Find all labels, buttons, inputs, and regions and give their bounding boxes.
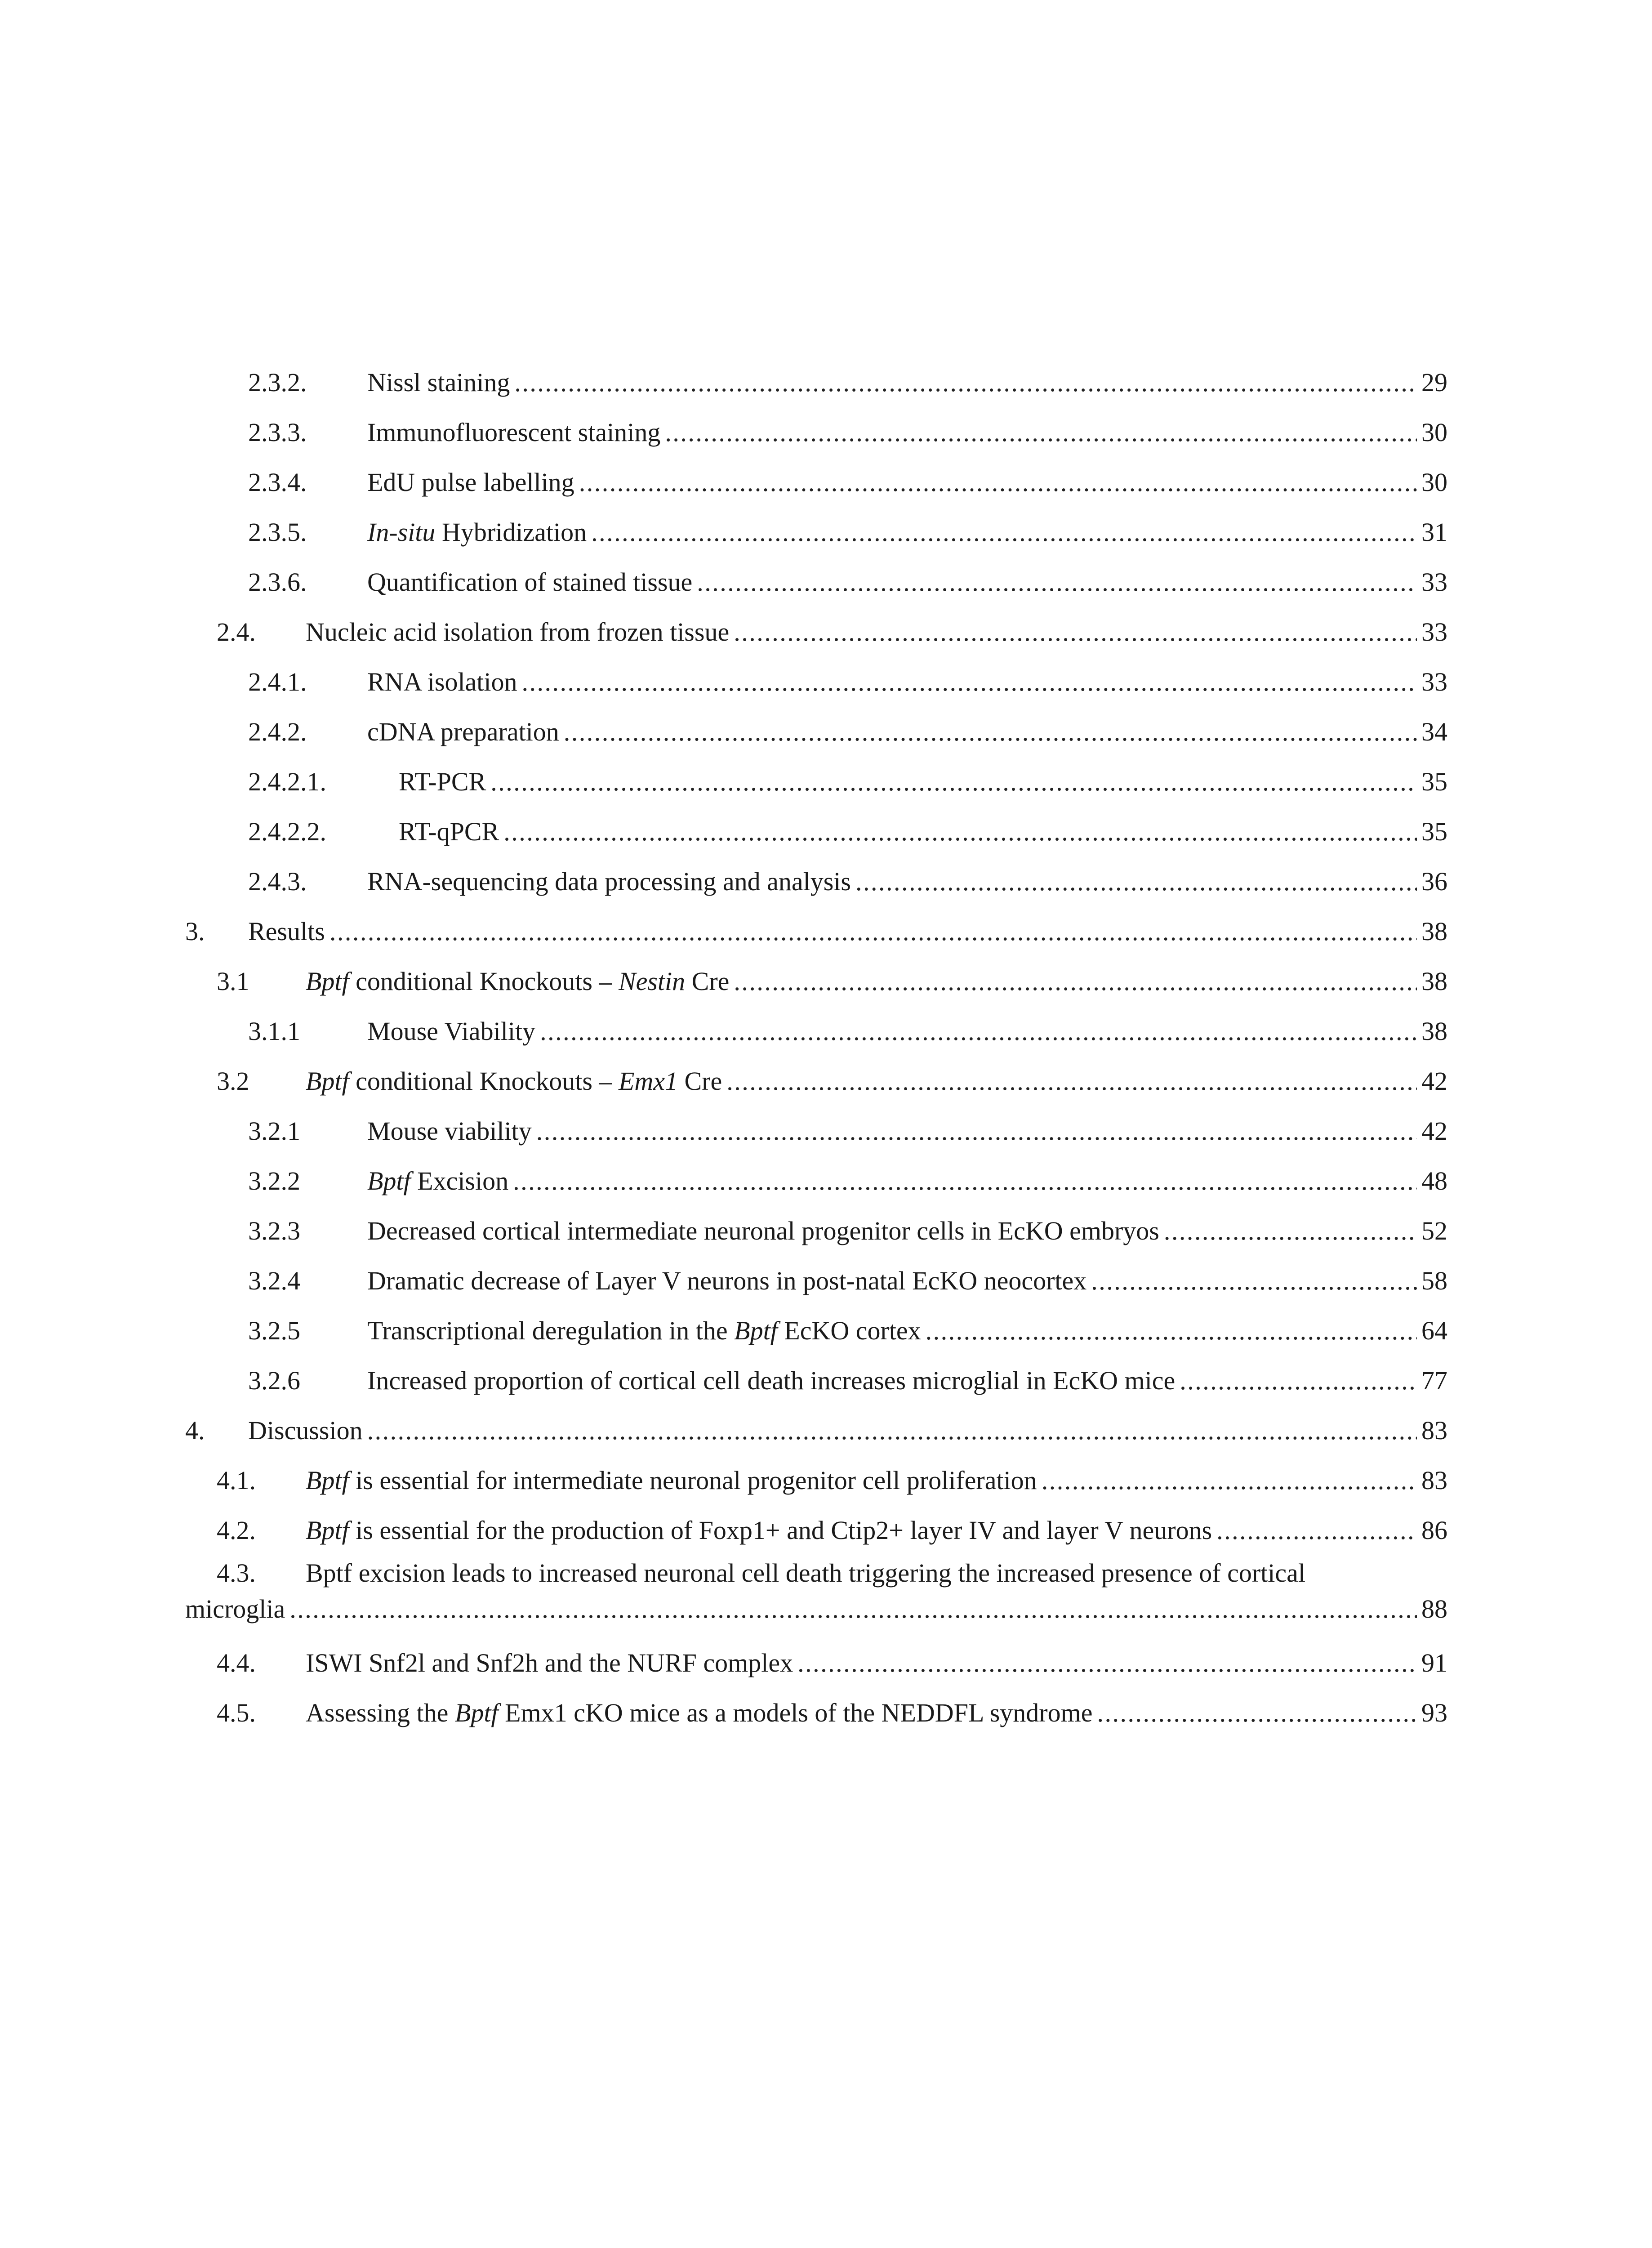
- toc-entry-title-mid: conditional Knockouts –: [349, 967, 619, 996]
- toc-entry-number: 3.1: [217, 967, 249, 996]
- toc-entry-title-italic: Bptf: [306, 1066, 349, 1096]
- toc-entry-page: 42: [1421, 1066, 1447, 1096]
- dot-leader: [330, 906, 1417, 956]
- dot-leader: [926, 1306, 1417, 1356]
- toc-entry-number: 3.: [185, 917, 205, 946]
- toc-entry-title-continued: microglia: [185, 1594, 285, 1624]
- toc-entry[interactable]: [185, 357, 1447, 407]
- toc-entry-number: 3.2.5: [248, 1316, 300, 1345]
- toc-entry-title-italic: Bptf: [367, 1166, 411, 1195]
- dot-leader: [1164, 1206, 1417, 1256]
- toc-entry-page: 34: [1421, 717, 1447, 746]
- dot-leader: [514, 357, 1417, 407]
- toc-entry-title: [367, 507, 587, 557]
- toc-entry[interactable]: [185, 956, 1447, 1006]
- toc-entry-page: 86: [1421, 1516, 1447, 1545]
- toc-entry-title: RNA isolation: [367, 667, 517, 696]
- dot-leader: [536, 1106, 1417, 1156]
- dot-leader: [564, 707, 1417, 757]
- toc-entry[interactable]: [185, 1306, 1447, 1356]
- toc-entry-number: 3.2: [217, 1066, 249, 1096]
- toc-entry[interactable]: [185, 1006, 1447, 1056]
- toc-entry[interactable]: [185, 457, 1447, 507]
- toc-entry-number: 3.2.4: [248, 1266, 300, 1295]
- toc-entry[interactable]: [185, 856, 1447, 906]
- toc-entry[interactable]: [185, 807, 1447, 856]
- toc-entry-page: 35: [1421, 817, 1447, 846]
- toc-entry-page: 30: [1421, 468, 1447, 497]
- toc-entry-number: 4.4.: [217, 1648, 256, 1677]
- toc-entry-number: 2.3.4.: [248, 468, 307, 497]
- toc-entry-page: 33: [1421, 617, 1447, 647]
- toc-entry[interactable]: [185, 1356, 1447, 1405]
- dot-leader: [697, 557, 1417, 607]
- toc-entry[interactable]: [185, 657, 1447, 707]
- toc-entry-title: [367, 1306, 921, 1356]
- dot-leader: [1091, 1256, 1417, 1306]
- toc-entry-page: 30: [1421, 418, 1447, 447]
- dot-leader: [367, 1405, 1417, 1455]
- toc-entry-page: 38: [1421, 967, 1447, 996]
- toc-entry-title: [306, 1455, 1037, 1505]
- toc-entry-page: 88: [1421, 1594, 1447, 1624]
- toc-entry-title: Nissl staining: [367, 368, 510, 397]
- toc-entry[interactable]: [185, 1455, 1447, 1505]
- toc-entry-page: 83: [1421, 1466, 1447, 1495]
- toc-entry-title-italic: Bptf: [306, 967, 349, 996]
- toc-entry-page: 29: [1421, 368, 1447, 397]
- toc-entry-page: 31: [1421, 517, 1447, 547]
- toc-entry-title: [306, 956, 729, 1006]
- toc-entry-title: RT-PCR: [399, 767, 486, 796]
- toc-entry-title: [306, 1688, 1092, 1738]
- toc-entry-title: Discussion: [248, 1416, 363, 1445]
- toc-entry-title: [306, 1056, 722, 1106]
- toc-entry[interactable]: [185, 507, 1447, 557]
- toc-entry-number: 3.2.2: [248, 1166, 300, 1195]
- toc-entry-title: [306, 1505, 1212, 1555]
- toc-entry-page: 38: [1421, 917, 1447, 946]
- dot-leader: [591, 507, 1417, 557]
- toc-entry[interactable]: [185, 1056, 1447, 1106]
- toc-entry[interactable]: [185, 1256, 1447, 1306]
- toc-entry[interactable]: [185, 1106, 1447, 1156]
- toc-entry-number: 2.3.3.: [248, 418, 307, 447]
- dot-leader: [726, 1056, 1417, 1106]
- toc-entry-page: 77: [1421, 1366, 1447, 1395]
- toc-entry-title-rest: Hybridization: [435, 517, 587, 547]
- toc-entry-page: 33: [1421, 667, 1447, 696]
- toc-entry-title-italic: In-situ: [367, 517, 436, 547]
- toc-entry-title-rest: Emx1 cKO mice as a models of the NEDDFL syndrome: [498, 1698, 1093, 1727]
- toc-entry-title-italic: Bptf: [306, 1516, 349, 1545]
- toc-entry-number: 2.4.1.: [248, 667, 307, 696]
- toc-entry-number: 3.2.1: [248, 1116, 300, 1146]
- toc-entry-page: 38: [1421, 1017, 1447, 1046]
- toc-entry-title: Bptf excision leads to increased neuronal cell death triggering the increased presence of cortical: [306, 1558, 1305, 1588]
- toc-entry-number: 4.2.: [217, 1516, 256, 1545]
- toc-entry-title: RT-qPCR: [399, 817, 499, 846]
- toc-entry-number: 4.1.: [217, 1466, 256, 1495]
- dot-leader: [1216, 1505, 1417, 1555]
- toc-entry-title: Dramatic decrease of Layer V neurons in post-natal EcKO neocortex: [367, 1266, 1087, 1295]
- toc-entry-title: [367, 1156, 508, 1206]
- dot-leader: [734, 956, 1417, 1006]
- toc-entry-number: 2.4.2.2.: [248, 817, 326, 846]
- toc-entry-page: 52: [1421, 1216, 1447, 1245]
- toc-entry-page: 58: [1421, 1266, 1447, 1295]
- toc-entry-number: 2.3.5.: [248, 517, 307, 547]
- toc-entry-page: 64: [1421, 1316, 1447, 1345]
- toc-entry-title: Quantification of stained tissue: [367, 567, 693, 597]
- toc-entry-page: 36: [1421, 867, 1447, 896]
- toc-entry[interactable]: [185, 607, 1447, 657]
- toc-entry-page: 48: [1421, 1166, 1447, 1195]
- toc-entry-title: Nucleic acid isolation from frozen tissue: [306, 617, 730, 647]
- dot-leader: [513, 1156, 1417, 1206]
- toc-entry[interactable]: [185, 1405, 1447, 1455]
- toc-entry-title: Decreased cortical intermediate neuronal progenitor cells in EcKO embryos: [367, 1216, 1159, 1245]
- toc-entry-title-italic: Nestin: [618, 967, 686, 996]
- toc-entry-number: 2.4.2.: [248, 717, 307, 746]
- toc-entry-page: 33: [1421, 567, 1447, 597]
- toc-entry-title-italic: Bptf: [734, 1316, 778, 1345]
- toc-entry-number: 4.: [185, 1416, 205, 1445]
- toc-entry[interactable]: [185, 1638, 1447, 1688]
- dot-leader: [490, 757, 1417, 807]
- toc-entry[interactable]: [185, 557, 1447, 607]
- toc-entry-title-italic: Emx1: [618, 1066, 678, 1096]
- toc-entry-title-rest: Cre: [685, 967, 730, 996]
- toc-entry-title: Mouse viability: [367, 1116, 532, 1146]
- toc-entry-number: 4.5.: [217, 1698, 256, 1727]
- toc-entry-number: 2.3.6.: [248, 567, 307, 597]
- toc-entry-title-rest: is essential for intermediate neuronal progenitor cell proliferation: [349, 1466, 1037, 1495]
- toc-entry[interactable]: [185, 906, 1447, 956]
- dot-leader: [855, 856, 1417, 906]
- toc-entry[interactable]: [185, 1505, 1447, 1555]
- toc-entry-title-pre: Transcriptional deregulation in the: [367, 1316, 735, 1345]
- toc-entry-title: EdU pulse labelling: [367, 468, 574, 497]
- toc-entry-number: 2.4.2.1.: [248, 767, 326, 796]
- toc-entry-title-rest: is essential for the production of Foxp1+ and Ctip2+ layer IV and layer V neurons: [349, 1516, 1212, 1545]
- toc-entry[interactable]: [185, 757, 1447, 807]
- toc-entry-title: cDNA preparation: [367, 717, 559, 746]
- toc-entry-page: 91: [1421, 1648, 1447, 1677]
- toc-entry-title-rest: Excision: [410, 1166, 509, 1195]
- dot-leader: [289, 1591, 1417, 1627]
- dot-leader: [579, 457, 1417, 507]
- toc-entry[interactable]: [185, 1156, 1447, 1206]
- toc-entry-title: Results: [248, 917, 325, 946]
- toc-entry-page: 83: [1421, 1416, 1447, 1445]
- toc-entry-page: 42: [1421, 1116, 1447, 1146]
- toc-entry-number: 3.2.6: [248, 1366, 300, 1395]
- toc-entry-title: Mouse Viability: [367, 1017, 536, 1046]
- dot-leader: [1097, 1688, 1417, 1738]
- toc-entry-number: 3.1.1: [248, 1017, 300, 1046]
- dot-leader: [522, 657, 1417, 707]
- toc-entry[interactable]: [185, 1206, 1447, 1256]
- dot-leader: [665, 407, 1417, 457]
- toc-entry-title-rest: EcKO cortex: [777, 1316, 921, 1345]
- dot-leader: [1042, 1455, 1417, 1505]
- toc-entry[interactable]: [185, 1688, 1447, 1738]
- toc-entry-title: Immunofluorescent staining: [367, 418, 661, 447]
- toc-entry-number: 4.3.: [217, 1558, 256, 1588]
- toc-entry-title: RNA-sequencing data processing and analysis: [367, 867, 851, 896]
- toc-entry-page: 93: [1421, 1698, 1447, 1727]
- dot-leader: [734, 607, 1417, 657]
- table-of-contents: [185, 357, 1447, 1738]
- toc-entry-title-italic: Bptf: [454, 1698, 499, 1727]
- toc-entry-number: 2.4.3.: [248, 867, 307, 896]
- toc-entry-title-rest: Cre: [678, 1066, 722, 1096]
- dot-leader: [503, 807, 1417, 856]
- toc-entry-title-italic: Bptf: [306, 1466, 349, 1495]
- toc-entry-title-mid: conditional Knockouts –: [349, 1066, 619, 1096]
- toc-entry-page: 35: [1421, 767, 1447, 796]
- toc-entry-number: 2.3.2.: [248, 368, 307, 397]
- toc-entry-title: ISWI Snf2l and Snf2h and the NURF complex: [306, 1648, 793, 1677]
- dot-leader: [797, 1638, 1417, 1688]
- toc-entry-title-pre: Assessing the: [306, 1698, 455, 1727]
- toc-entry-title: Increased proportion of cortical cell death increases microglial in EcKO mice: [367, 1366, 1176, 1395]
- dot-leader: [540, 1006, 1417, 1056]
- toc-entry-number: 2.4.: [217, 617, 256, 647]
- toc-entry-number: 3.2.3: [248, 1216, 300, 1245]
- toc-entry[interactable]: [185, 407, 1447, 457]
- toc-entry[interactable]: [185, 707, 1447, 757]
- dot-leader: [1180, 1356, 1417, 1405]
- toc-entry[interactable]: [185, 1555, 1447, 1638]
